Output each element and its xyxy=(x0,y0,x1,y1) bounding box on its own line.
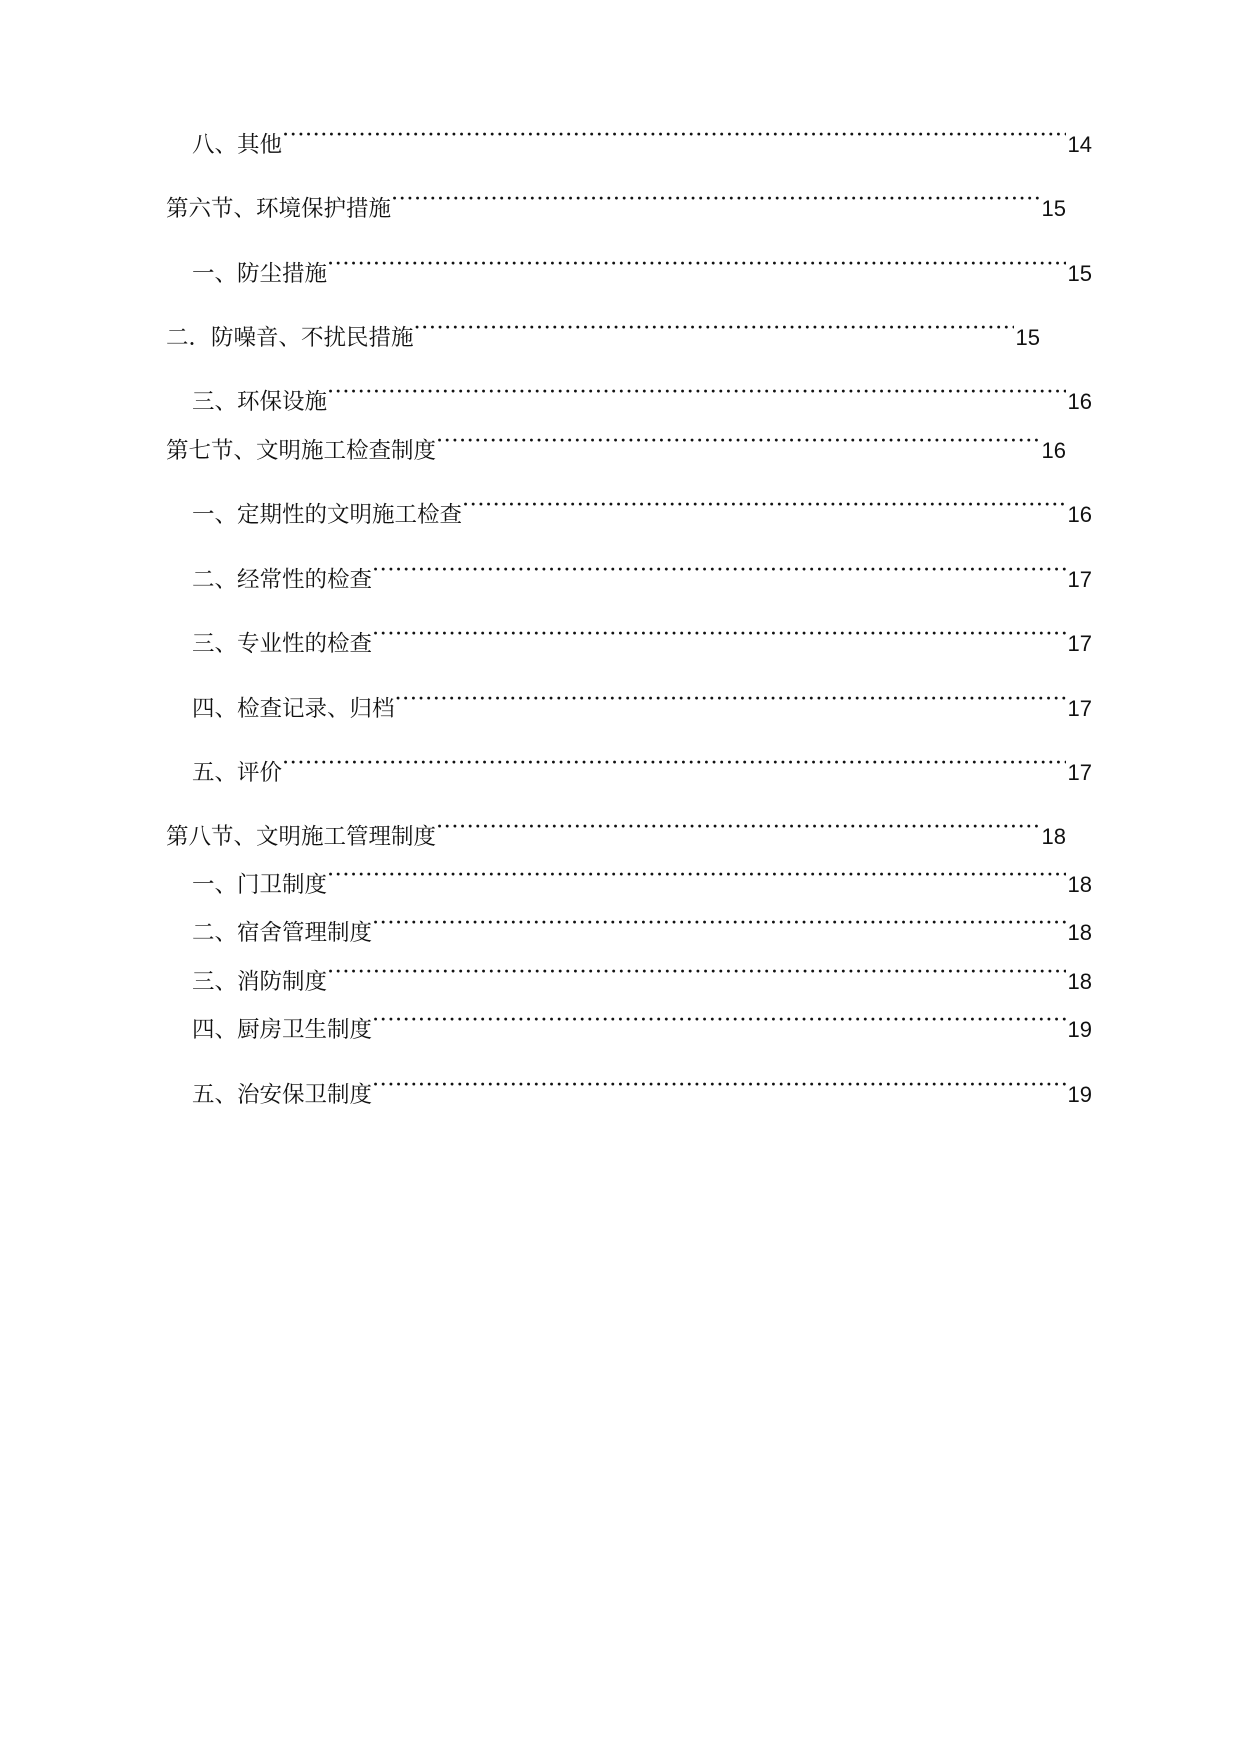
toc-entry[interactable] xyxy=(166,424,1066,464)
toc-entry-label: 二．防噪音、不扰民措施 xyxy=(166,325,414,351)
toc-entry[interactable] xyxy=(166,906,1092,946)
toc-entry-label: 二、经常性的检查 xyxy=(192,567,373,593)
toc-entry-page-number: 16 xyxy=(1041,438,1066,463)
toc-entry-label: 三、环保设施 xyxy=(192,389,328,415)
toc-entry-label: 一、防尘措施 xyxy=(192,261,328,287)
toc-entry[interactable] xyxy=(166,118,1092,158)
toc-entry-page-number: 17 xyxy=(1067,631,1092,656)
dot-leader xyxy=(372,553,1066,587)
toc-entry-page-number: 19 xyxy=(1067,1017,1092,1042)
toc-entry-page-number: 17 xyxy=(1067,567,1092,592)
toc-entry-label: 第六节、环境保护措施 xyxy=(166,196,392,222)
toc-entry-label: 第八节、文明施工管理制度 xyxy=(166,824,437,850)
toc-entry-label: 二、宿舍管理制度 xyxy=(192,920,373,946)
dot-leader xyxy=(282,746,1066,780)
toc-entry-label: 三、专业性的检查 xyxy=(192,631,373,657)
toc-entry-label: 四、厨房卫生制度 xyxy=(192,1017,373,1043)
toc-entry[interactable] xyxy=(166,617,1092,657)
dot-leader xyxy=(436,424,1040,458)
toc-entry-page-number: 15 xyxy=(1067,261,1092,286)
toc-entry-label: 第七节、文明施工检查制度 xyxy=(166,438,437,464)
toc-entry-label: 一、定期性的文明施工检查 xyxy=(192,502,463,528)
dot-leader xyxy=(327,247,1066,281)
dot-leader xyxy=(327,375,1066,409)
dot-leader xyxy=(372,1003,1066,1037)
toc-entry-label: 三、消防制度 xyxy=(192,969,328,995)
toc-entry[interactable] xyxy=(166,858,1092,898)
toc-entry-page-number: 17 xyxy=(1067,696,1092,721)
dot-leader xyxy=(395,682,1066,716)
dot-leader xyxy=(372,906,1066,940)
dot-leader xyxy=(391,182,1040,216)
toc-entry-page-number: 16 xyxy=(1067,502,1092,527)
toc-entry-label: 五、评价 xyxy=(192,760,283,786)
toc-entry[interactable] xyxy=(166,488,1092,528)
toc-entry[interactable] xyxy=(166,746,1092,786)
toc-entry[interactable] xyxy=(166,182,1066,222)
toc-entry-page-number: 14 xyxy=(1067,132,1092,157)
toc-entry[interactable] xyxy=(166,955,1092,995)
toc-entry[interactable] xyxy=(166,247,1092,287)
toc-entry[interactable] xyxy=(166,311,1040,351)
toc-entry-page-number: 15 xyxy=(1015,325,1040,350)
dot-leader xyxy=(372,617,1066,651)
toc-entry-label: 一、门卫制度 xyxy=(192,872,328,898)
dot-leader xyxy=(436,810,1040,844)
toc-entry-page-number: 18 xyxy=(1067,920,1092,945)
toc-entry-page-number: 17 xyxy=(1067,760,1092,785)
toc-entry-page-number: 16 xyxy=(1067,389,1092,414)
toc-entry[interactable] xyxy=(166,682,1092,722)
toc-entry[interactable] xyxy=(166,553,1092,593)
dot-leader xyxy=(327,858,1066,892)
toc-entry[interactable] xyxy=(166,1003,1092,1043)
toc-entry-page-number: 18 xyxy=(1067,969,1092,994)
dot-leader xyxy=(414,311,1014,345)
toc-entry[interactable] xyxy=(166,810,1066,850)
dot-leader xyxy=(462,488,1066,522)
dot-leader xyxy=(282,118,1066,152)
toc-entry-label: 五、治安保卫制度 xyxy=(192,1082,373,1108)
toc-entry-page-number: 15 xyxy=(1041,196,1066,221)
toc-entry-label: 八、其他 xyxy=(192,132,283,158)
dot-leader xyxy=(372,1068,1066,1102)
toc-entry-page-number: 18 xyxy=(1041,824,1066,849)
toc-entry-label: 四、检查记录、归档 xyxy=(192,696,395,722)
toc-entry-page-number: 18 xyxy=(1067,872,1092,897)
toc-entry[interactable] xyxy=(166,1068,1092,1108)
toc-entry[interactable] xyxy=(166,375,1092,415)
toc-entry-page-number: 19 xyxy=(1067,1082,1092,1107)
dot-leader xyxy=(327,955,1066,989)
